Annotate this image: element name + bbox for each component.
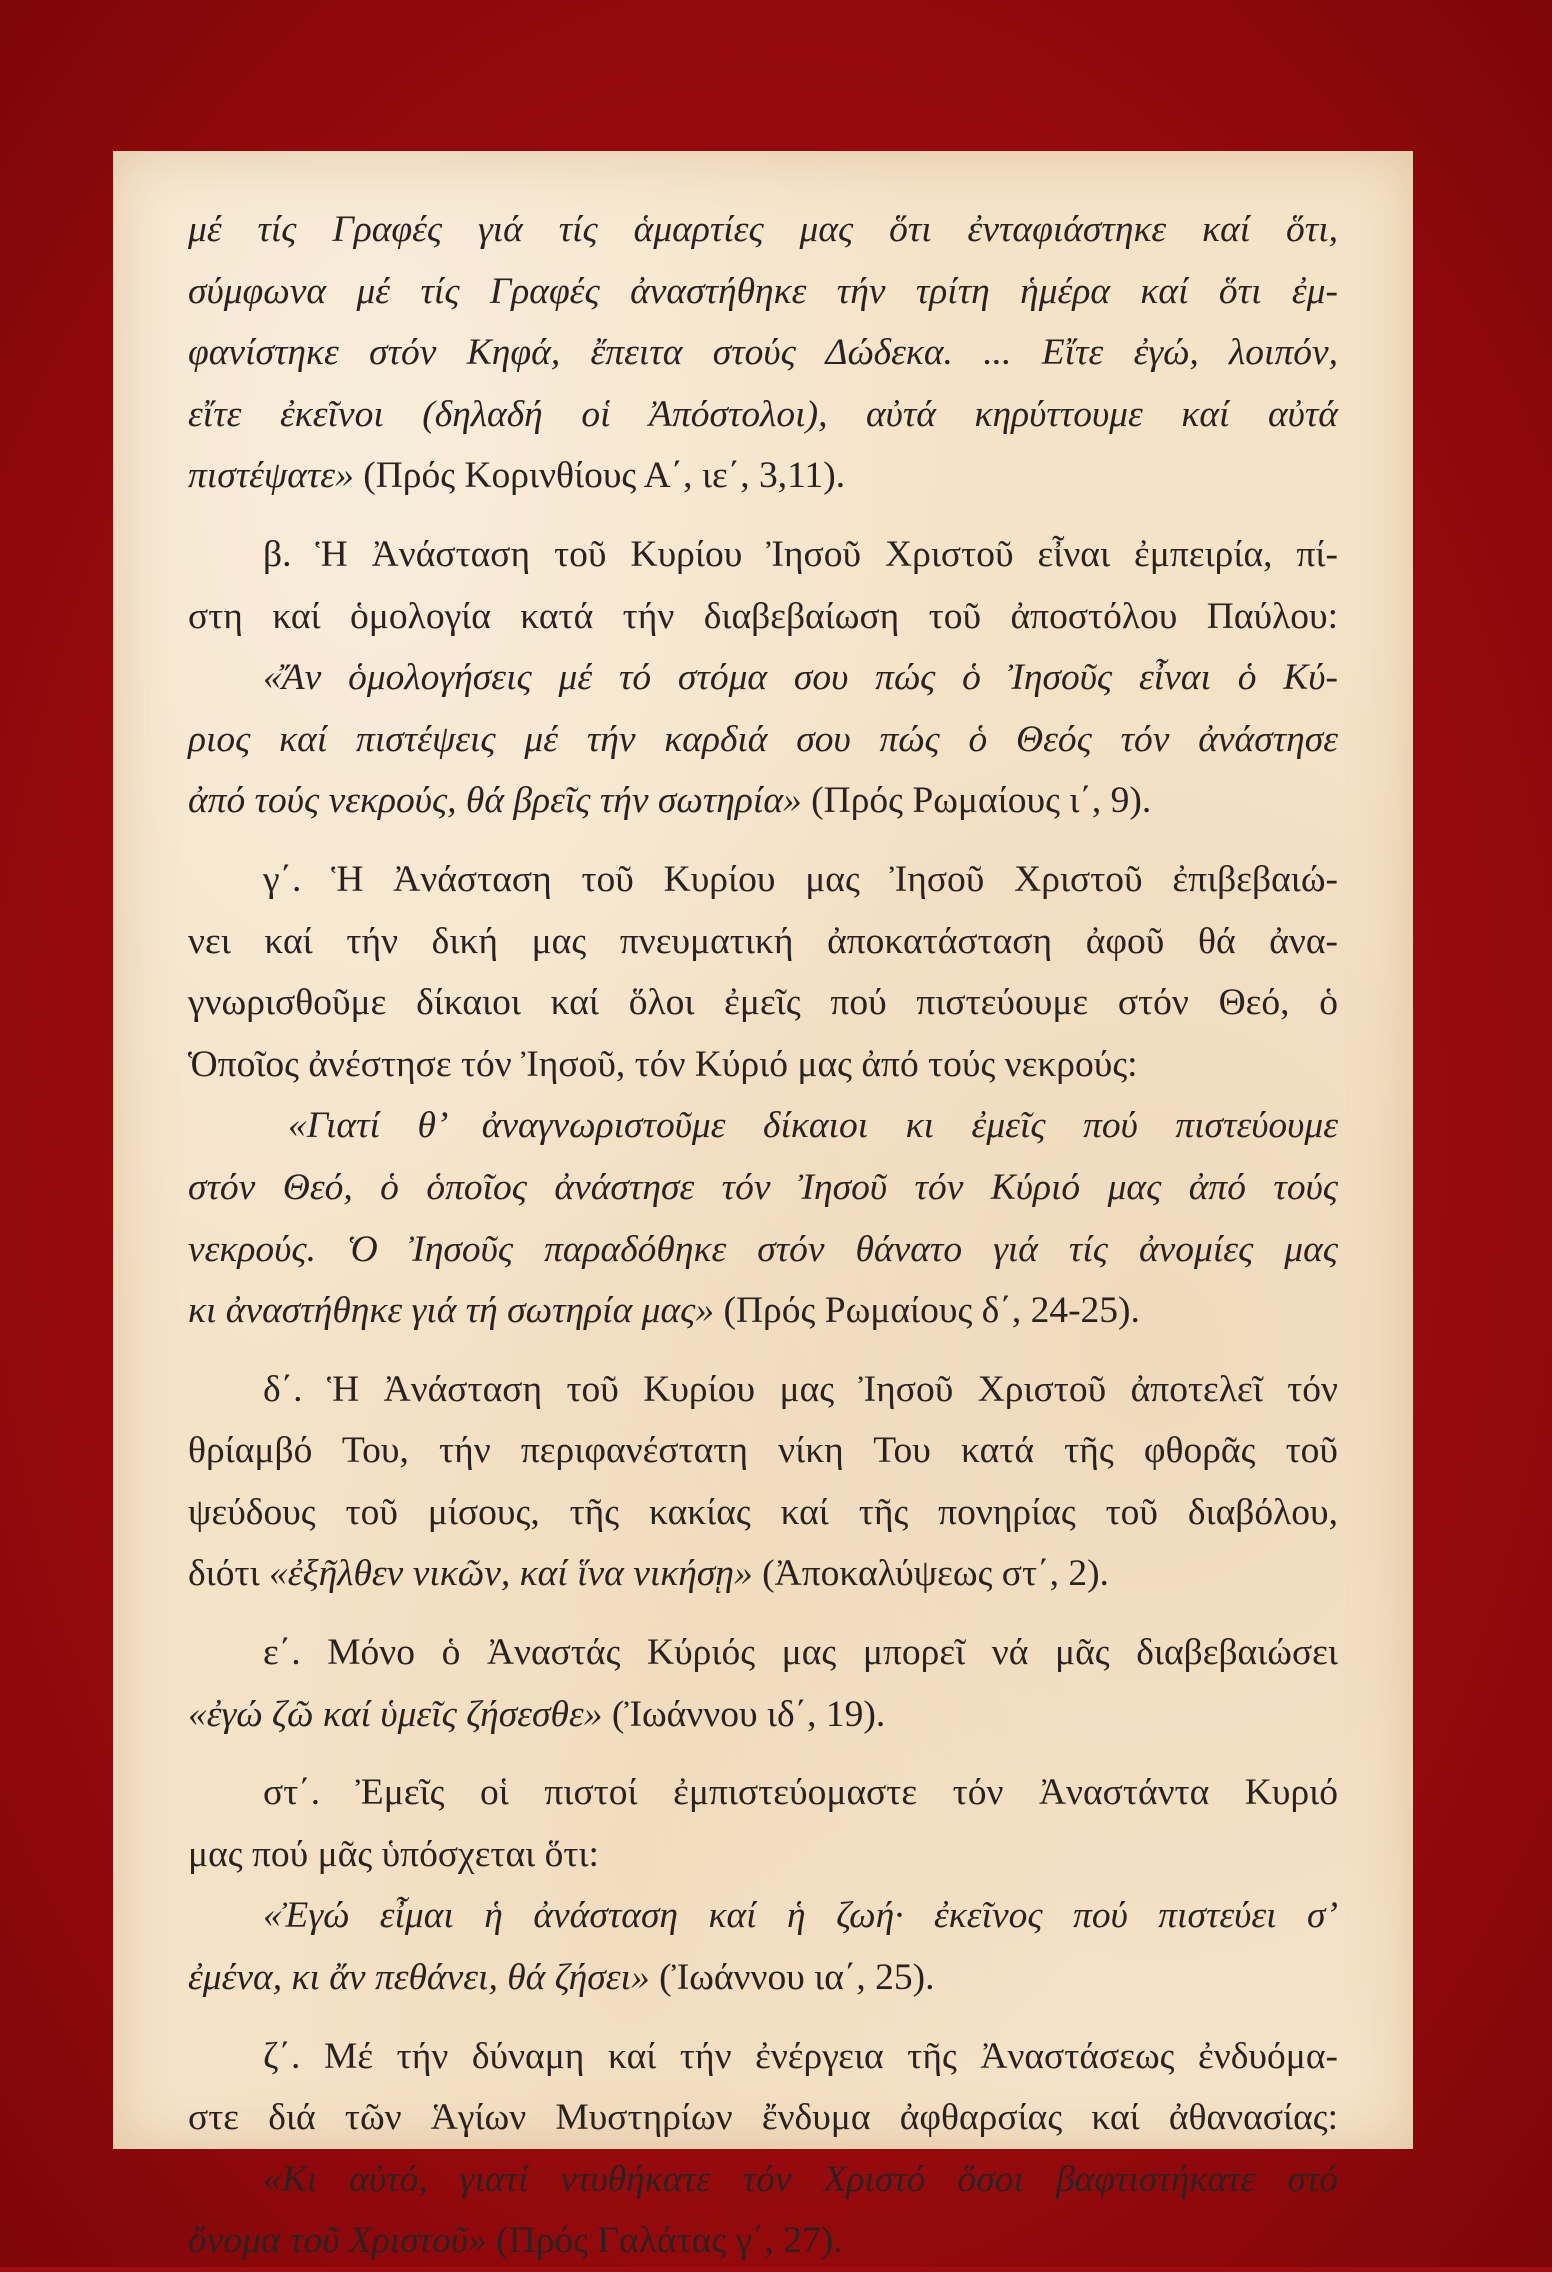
paragraph-b-line: β. Ἡ Ἀνάσταση τοῦ Κυρίου Ἰησοῦ Χριστοῦ εἶναι ἐμπειρία, πί-: [263, 533, 1338, 575]
quote-text: κι ἀναστήθηκε γιά τή σωτηρία μας»: [188, 1290, 715, 1332]
quote-line: «Γιατί θ’ ἀναγνωριστοῦμε δίκαιοι κι ἐμεῖς πού πιστεύουμε: [288, 1105, 1338, 1147]
citation: (Πρός Γαλάτας γ΄, 27).: [486, 2220, 843, 2262]
text-line: [188, 445, 1338, 507]
text-line: [188, 1947, 1338, 2009]
paragraph-z-line: ζ΄. Μέ τήν δύναμη καί τήν ἐνέργεια τῆς Ἀναστάσεως ἐνδυόμα-: [263, 2035, 1338, 2077]
citation: (Ἰωάννου ιδ΄, 19).: [602, 1693, 886, 1735]
text-line: μέ τίς Γραφές γιά τίς ἁμαρτίες μας ὅτι ἐνταφιάστηκε καί ὅτι,: [188, 209, 1338, 250]
paragraph-gap: [188, 832, 1338, 849]
parchment-panel: [113, 151, 1413, 2262]
text-line: φανίστηκε στόν Κηφά, ἔπειτα στούς Δώδεκα. ... Εἴτε ἐγώ, λοιπόν,: [188, 332, 1338, 374]
paragraph-gap: [188, 1605, 1338, 1622]
quote-line: νεκρούς. Ὁ Ἰησοῦς παραδόθηκε στόν θάνατο γιά τίς ἀνομίες μας: [188, 1228, 1338, 1270]
paragraph-e-line: ε΄. Μόνο ὁ Ἀναστάς Κύριός μας μπορεῖ νά μᾶς διαβεβαιώσει: [263, 1632, 1338, 1674]
quote-line: «Κι αὐτό, γιατί ντυθήκατε τόν Χριστό ὅσοι βαφτιστήκατε στό: [263, 2158, 1338, 2200]
quote-line: στόν Θεό, ὁ ὁποῖος ἀνάστησε τόν Ἰησοῦ τόν Κύριό μας ἀπό τούς: [188, 1166, 1338, 1208]
paragraph-st-line: μας πού μᾶς ὑπόσχεται ὅτι:: [188, 1833, 599, 1875]
paragraph-st-line: στ΄. Ἐμεῖς οἱ πιστοί ἐμπιστεύομαστε τόν Ἀναστάντα Κυριό: [263, 1772, 1338, 1814]
quote-line: ριος καί πιστέψεις μέ τήν καρδιά σου πώς ὁ Θεός τόν ἀνάστησε: [188, 718, 1338, 760]
paragraph-gap: [188, 2009, 1338, 2026]
text-line: [188, 1543, 1338, 1605]
quote-text: ὄνομα τοῦ Χριστοῦ»: [188, 2220, 487, 2262]
paragraph-d-line: δ΄. Ἡ Ἀνάσταση τοῦ Κυρίου μας Ἰησοῦ Χριστοῦ ἀποτελεῖ τόν: [263, 1368, 1338, 1410]
text-block: [188, 199, 1338, 2272]
text-line: εἴτε ἐκεῖνοι (δηλαδή οἱ Ἀπόστολοι), αὐτά κηρύττουμε καί αὐτά: [188, 393, 1338, 435]
text-line: [188, 770, 1338, 832]
quote-line: «Ἐγώ εἶμαι ἡ ἀνάσταση καί ἡ ζωή· ἐκεῖνος πού πιστεύει σ’: [263, 1895, 1338, 1937]
quote-line: «Ἄν ὁμολογήσεις μέ τό στόμα σου πώς ὁ Ἰησοῦς εἶναι ὁ Κύ-: [263, 657, 1338, 699]
paragraph-d-line: ψεύδους τοῦ μίσους, τῆς κακίας καί τῆς πονηρίας τοῦ διαβόλου,: [188, 1491, 1338, 1533]
paragraph-gap: [188, 507, 1338, 524]
paragraph-gap: [188, 1342, 1338, 1359]
text-run: διότι: [188, 1553, 270, 1595]
paragraph-z-line: στε διά τῶν Ἁγίων Μυστηρίων ἔνδυμα ἀφθαρσίας καί ἀθανασίας:: [188, 2097, 1338, 2139]
paragraph-b-line: στη καί ὁμολογία κατά τήν διαβεβαίωση τοῦ ἀποστόλου Παύλου:: [188, 595, 1338, 637]
paragraph-c-line: γ΄. Ἡ Ἀνάσταση τοῦ Κυρίου μας Ἰησοῦ Χριστοῦ ἐπιβεβαιώ-: [263, 858, 1338, 900]
citation: (Ἀποκαλύψεως στ΄, 2).: [752, 1553, 1109, 1595]
text-line: [188, 1280, 1338, 1342]
quote-text: «ἐξῆλθεν νικῶν, καί ἵνα νικήσῃ»: [269, 1553, 753, 1595]
paragraph-gap: [188, 1745, 1338, 1762]
text-line: [188, 1684, 1338, 1746]
paragraph-c-line: Ὁποῖος ἀνέστησε τόν Ἰησοῦ, τόν Κύριό μας ἀπό τούς νεκρούς:: [188, 1043, 1138, 1085]
paragraph-c-line: νει καί τήν δική μας πνευματική ἀποκατάσταση ἀφοῦ θά ἀνα-: [188, 920, 1338, 962]
citation: (Πρός Ρωμαίους ι΄, 9).: [801, 780, 1152, 822]
quote-text: ἐμένα, κι ἄν πεθάνει, θά ζήσει»: [188, 1957, 650, 1999]
quote-text: πιστέψατε»: [188, 455, 354, 497]
paragraph-d-line: θρίαμβό Του, τήν περιφανέστατη νίκη Του κατά τῆς φθορᾶς τοῦ: [188, 1430, 1338, 1472]
citation: (Πρός Ρωμαίους δ΄, 24-25).: [714, 1290, 1140, 1332]
quote-text: «ἐγώ ζῶ καί ὑμεῖς ζήσεσθε»: [188, 1693, 603, 1735]
citation: (Ἰωάννου ια΄, 25).: [649, 1957, 935, 1999]
citation: (Πρός Κορινθίους Α΄, ιε΄, 3,11).: [353, 455, 846, 497]
paragraph-c-line: γνωρισθοῦμε δίκαιοι καί ὅλοι ἐμεῖς πού πιστεύουμε στόν Θεό, ὁ: [188, 982, 1338, 1024]
quote-text: ἀπό τούς νεκρούς, θά βρεῖς τήν σωτηρία»: [188, 780, 802, 822]
text-line: [188, 2210, 1338, 2272]
text-line: σύμφωνα μέ τίς Γραφές ἀναστήθηκε τήν τρίτη ἡμέρα καί ὅτι ἐμ-: [188, 270, 1338, 312]
